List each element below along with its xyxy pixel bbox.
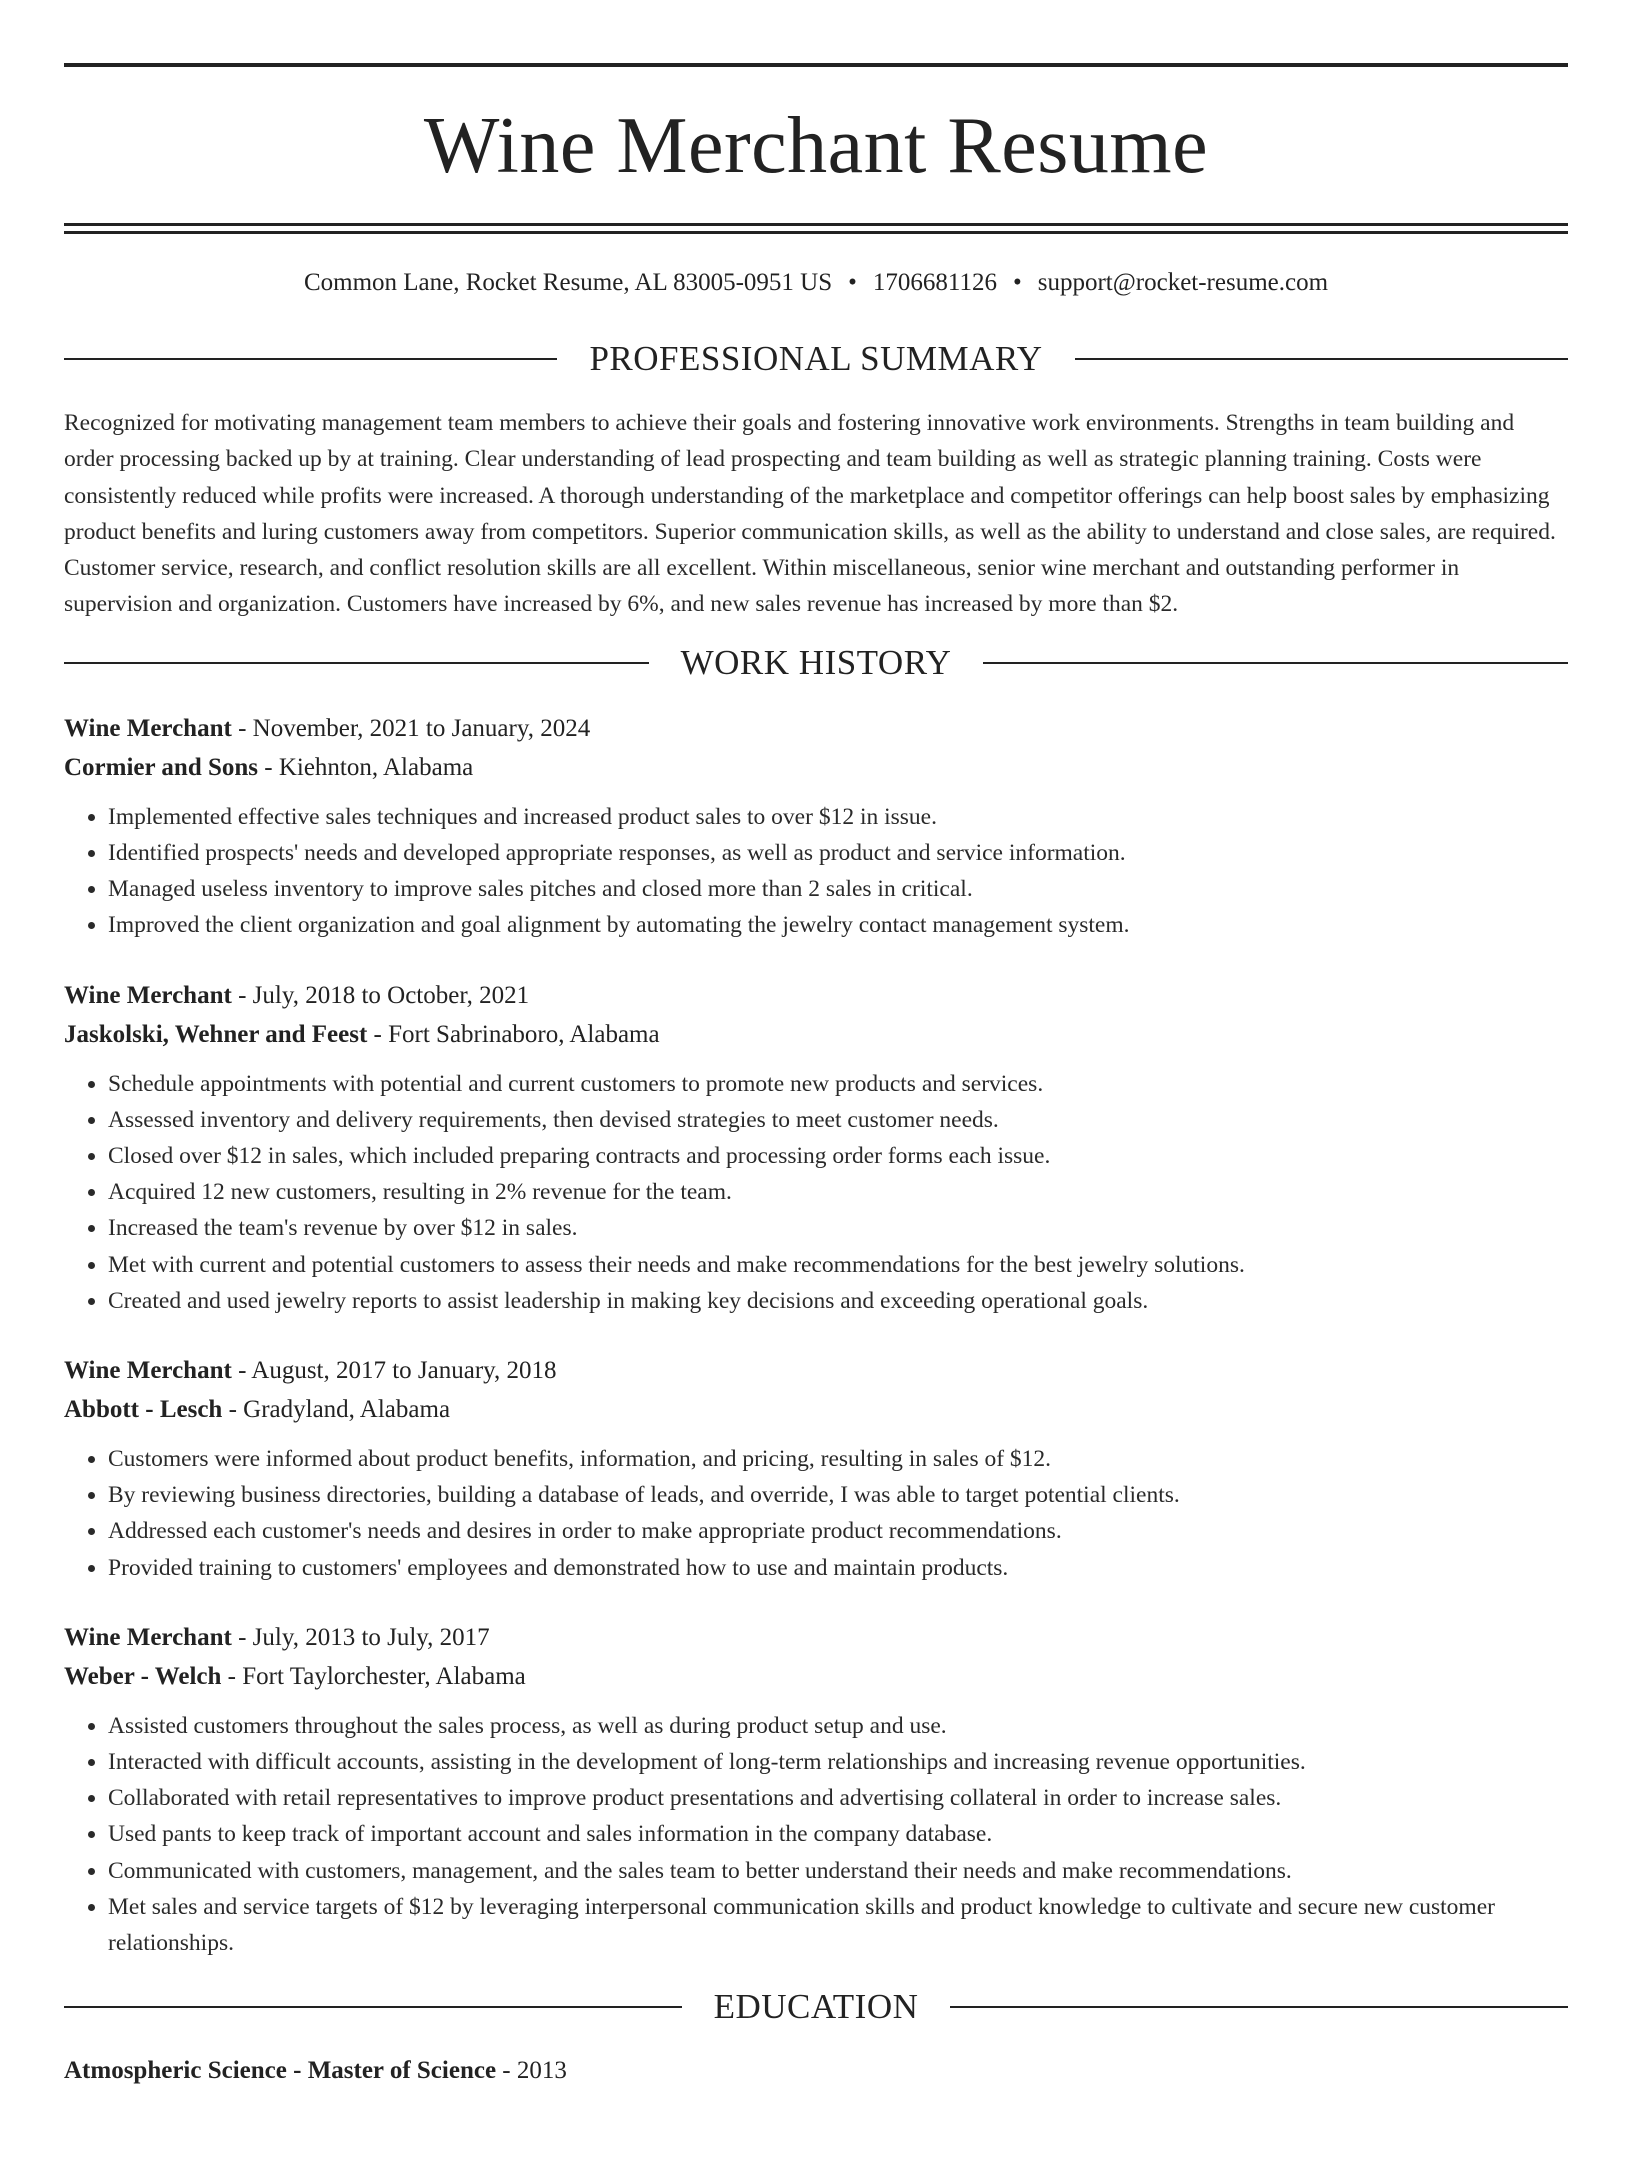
education-entry bbox=[64, 2051, 1568, 2090]
contact-line bbox=[64, 268, 1568, 298]
top-rule bbox=[64, 63, 1568, 67]
list-item: • Schedule appointments with potential and current customers to promote new products and services. bbox=[108, 1066, 1568, 1102]
list-item: • Assisted customers throughout the sales process, as well as during product setup and use. bbox=[108, 1708, 1568, 1744]
contact-phone: 1706681126 bbox=[872, 269, 997, 296]
contact-separator: • bbox=[1012, 269, 1022, 296]
list-item: • Closed over $12 in sales, which included preparing contracts and processing order forms each issue. bbox=[108, 1138, 1568, 1174]
section-heading-education bbox=[64, 1987, 1568, 2027]
job-title: Wine Merchant bbox=[64, 714, 232, 742]
job-title: Wine Merchant bbox=[64, 981, 232, 1009]
list-item: • Increased the team's revenue by over $12 in sales. bbox=[108, 1210, 1568, 1246]
heading-rule-left bbox=[64, 358, 557, 360]
list-item: • By reviewing business directories, building a database of leads, and override, I was able to target potential clients. bbox=[108, 1477, 1568, 1513]
job-company-line bbox=[64, 748, 1568, 787]
list-item: • Created and used jewelry reports to assist leadership in making key decisions and exceeding operational goals. bbox=[108, 1283, 1568, 1319]
contact-separator: • bbox=[848, 269, 857, 296]
list-item: • Provided training to customers' employees and demonstrated how to use and maintain products. bbox=[108, 1550, 1568, 1586]
section-heading-label: PROFESSIONAL SUMMARY bbox=[589, 339, 1043, 378]
list-item: • Customers were informed about product benefits, information, and pricing, resulting in sales of $12. bbox=[108, 1441, 1568, 1477]
job-dates: - July, 2013 to July, 2017 bbox=[231, 1623, 490, 1651]
work-history-entry bbox=[64, 709, 1568, 944]
section-heading-label: WORK HISTORY bbox=[680, 642, 952, 682]
job-company-line bbox=[64, 1390, 1568, 1429]
title-double-rule bbox=[64, 223, 1568, 234]
list-item: • Communicated with customers, management, and the sales team to better understand their needs and make recommendations. bbox=[108, 1853, 1568, 1889]
list-item: • Met sales and service targets of $12 by leveraging interpersonal communication skills and product knowledge to cultivate and secure new customer relationships. bbox=[108, 1889, 1568, 1961]
heading-rule-right bbox=[950, 2006, 1568, 2008]
job-company-line bbox=[64, 1657, 1568, 1696]
job-title: Wine Merchant bbox=[64, 1357, 232, 1385]
list-item: • Met with current and potential customers to assess their needs and make recommendations for the best jewelry solutions. bbox=[108, 1247, 1568, 1283]
list-item: • Implemented effective sales techniques and increased product sales to over $12 in issue. bbox=[108, 799, 1568, 835]
contact-email: support@rocket-resume.com bbox=[1037, 269, 1329, 296]
list-item: • Acquired 12 new customers, resulting in 2% revenue for the team. bbox=[108, 1174, 1568, 1210]
heading-rule-left bbox=[64, 662, 649, 664]
education-year: - 2013 bbox=[496, 2057, 567, 2085]
job-title: Wine Merchant bbox=[64, 1623, 232, 1651]
work-history-entry bbox=[64, 1618, 1568, 1961]
section-heading-work bbox=[64, 643, 1568, 683]
contact-address: Common Lane, Rocket Resume, AL 83005-0951 US bbox=[303, 269, 833, 296]
heading-rule-right bbox=[1075, 358, 1568, 360]
job-location: - Fort Sabrinaboro, Alabama bbox=[367, 1020, 660, 1048]
job-bullet-list bbox=[64, 799, 1568, 944]
heading-rule-right bbox=[983, 662, 1568, 664]
job-title-line bbox=[64, 1351, 1568, 1390]
job-bullet-list bbox=[64, 1441, 1568, 1586]
resume-title: Wine Merchant Resume bbox=[423, 102, 1209, 190]
job-title-line bbox=[64, 976, 1568, 1015]
education-degree: Atmospheric Science - Master of Science bbox=[64, 2057, 497, 2085]
work-history-entry bbox=[64, 1351, 1568, 1586]
list-item: • Assessed inventory and delivery requirements, then devised strategies to meet customer needs. bbox=[108, 1102, 1568, 1138]
job-company: Jaskolski, Wehner and Feest bbox=[64, 1020, 368, 1048]
heading-rule-left bbox=[64, 2006, 682, 2008]
job-location: - Gradyland, Alabama bbox=[222, 1396, 451, 1424]
resume-page bbox=[0, 63, 1632, 2175]
job-company: Abbott - Lesch bbox=[64, 1396, 223, 1424]
job-title-line bbox=[64, 1618, 1568, 1657]
job-title-line bbox=[64, 709, 1568, 748]
work-history-entry bbox=[64, 976, 1568, 1319]
list-item: • Managed useless inventory to improve sales pitches and closed more than 2 sales in critical. bbox=[108, 871, 1568, 907]
list-item: • Used pants to keep track of important account and sales information in the company database. bbox=[108, 1816, 1568, 1852]
list-item: • Interacted with difficult accounts, assisting in the development of long-term relationships and increasing revenue opportunities. bbox=[108, 1744, 1568, 1780]
job-location: - Kiehnton, Alabama bbox=[258, 753, 474, 781]
list-item: • Addressed each customer's needs and desires in order to make appropriate product recommendations. bbox=[108, 1513, 1568, 1549]
job-company: Weber - Welch bbox=[64, 1662, 222, 1690]
job-dates: - November, 2021 to January, 2024 bbox=[231, 714, 591, 742]
job-company: Cormier and Sons bbox=[64, 753, 259, 781]
professional-summary-text: Recognized for motivating management team members to achieve their goals and fostering innovative work environments. Strengths in team building and order processing backed up by at training. Clear understanding of lead prospecting and team building as well as strategic planning training. Costs were consistently reduced while profits were increased. A thorough understanding of the marketplace and competitor offerings can help boost sales by emphasizing product benefits and luring customers away from competitors. Superior communication skills, as well as the ability to understand and close sales, are required. Customer service, research, and conflict resolution skills are all excellent. Within miscellaneous, senior wine merchant and outstanding performer in supervision and organization. Customers have increased by 6%, and new sales revenue has increased by more than $2. bbox=[64, 410, 1556, 618]
job-bullet-list bbox=[64, 1066, 1568, 1319]
education-list bbox=[64, 2051, 1568, 2090]
list-item: • Collaborated with retail representatives to improve product presentations and advertising collateral in order to increase sales. bbox=[108, 1780, 1568, 1816]
list-item: • Improved the client organization and goal alignment by automating the jewelry contact management system. bbox=[108, 907, 1568, 943]
job-bullet-list bbox=[64, 1708, 1568, 1961]
section-heading-summary bbox=[64, 339, 1568, 379]
list-item: • Identified prospects' needs and developed appropriate responses, as well as product and service information. bbox=[108, 835, 1568, 871]
work-history-list bbox=[64, 709, 1568, 1961]
job-dates: - August, 2017 to January, 2018 bbox=[231, 1357, 557, 1385]
job-company-line bbox=[64, 1015, 1568, 1054]
job-location: - Fort Taylorchester, Alabama bbox=[221, 1662, 526, 1690]
section-heading-label: EDUCATION bbox=[713, 1987, 919, 2027]
job-dates: - July, 2018 to October, 2021 bbox=[231, 981, 530, 1009]
